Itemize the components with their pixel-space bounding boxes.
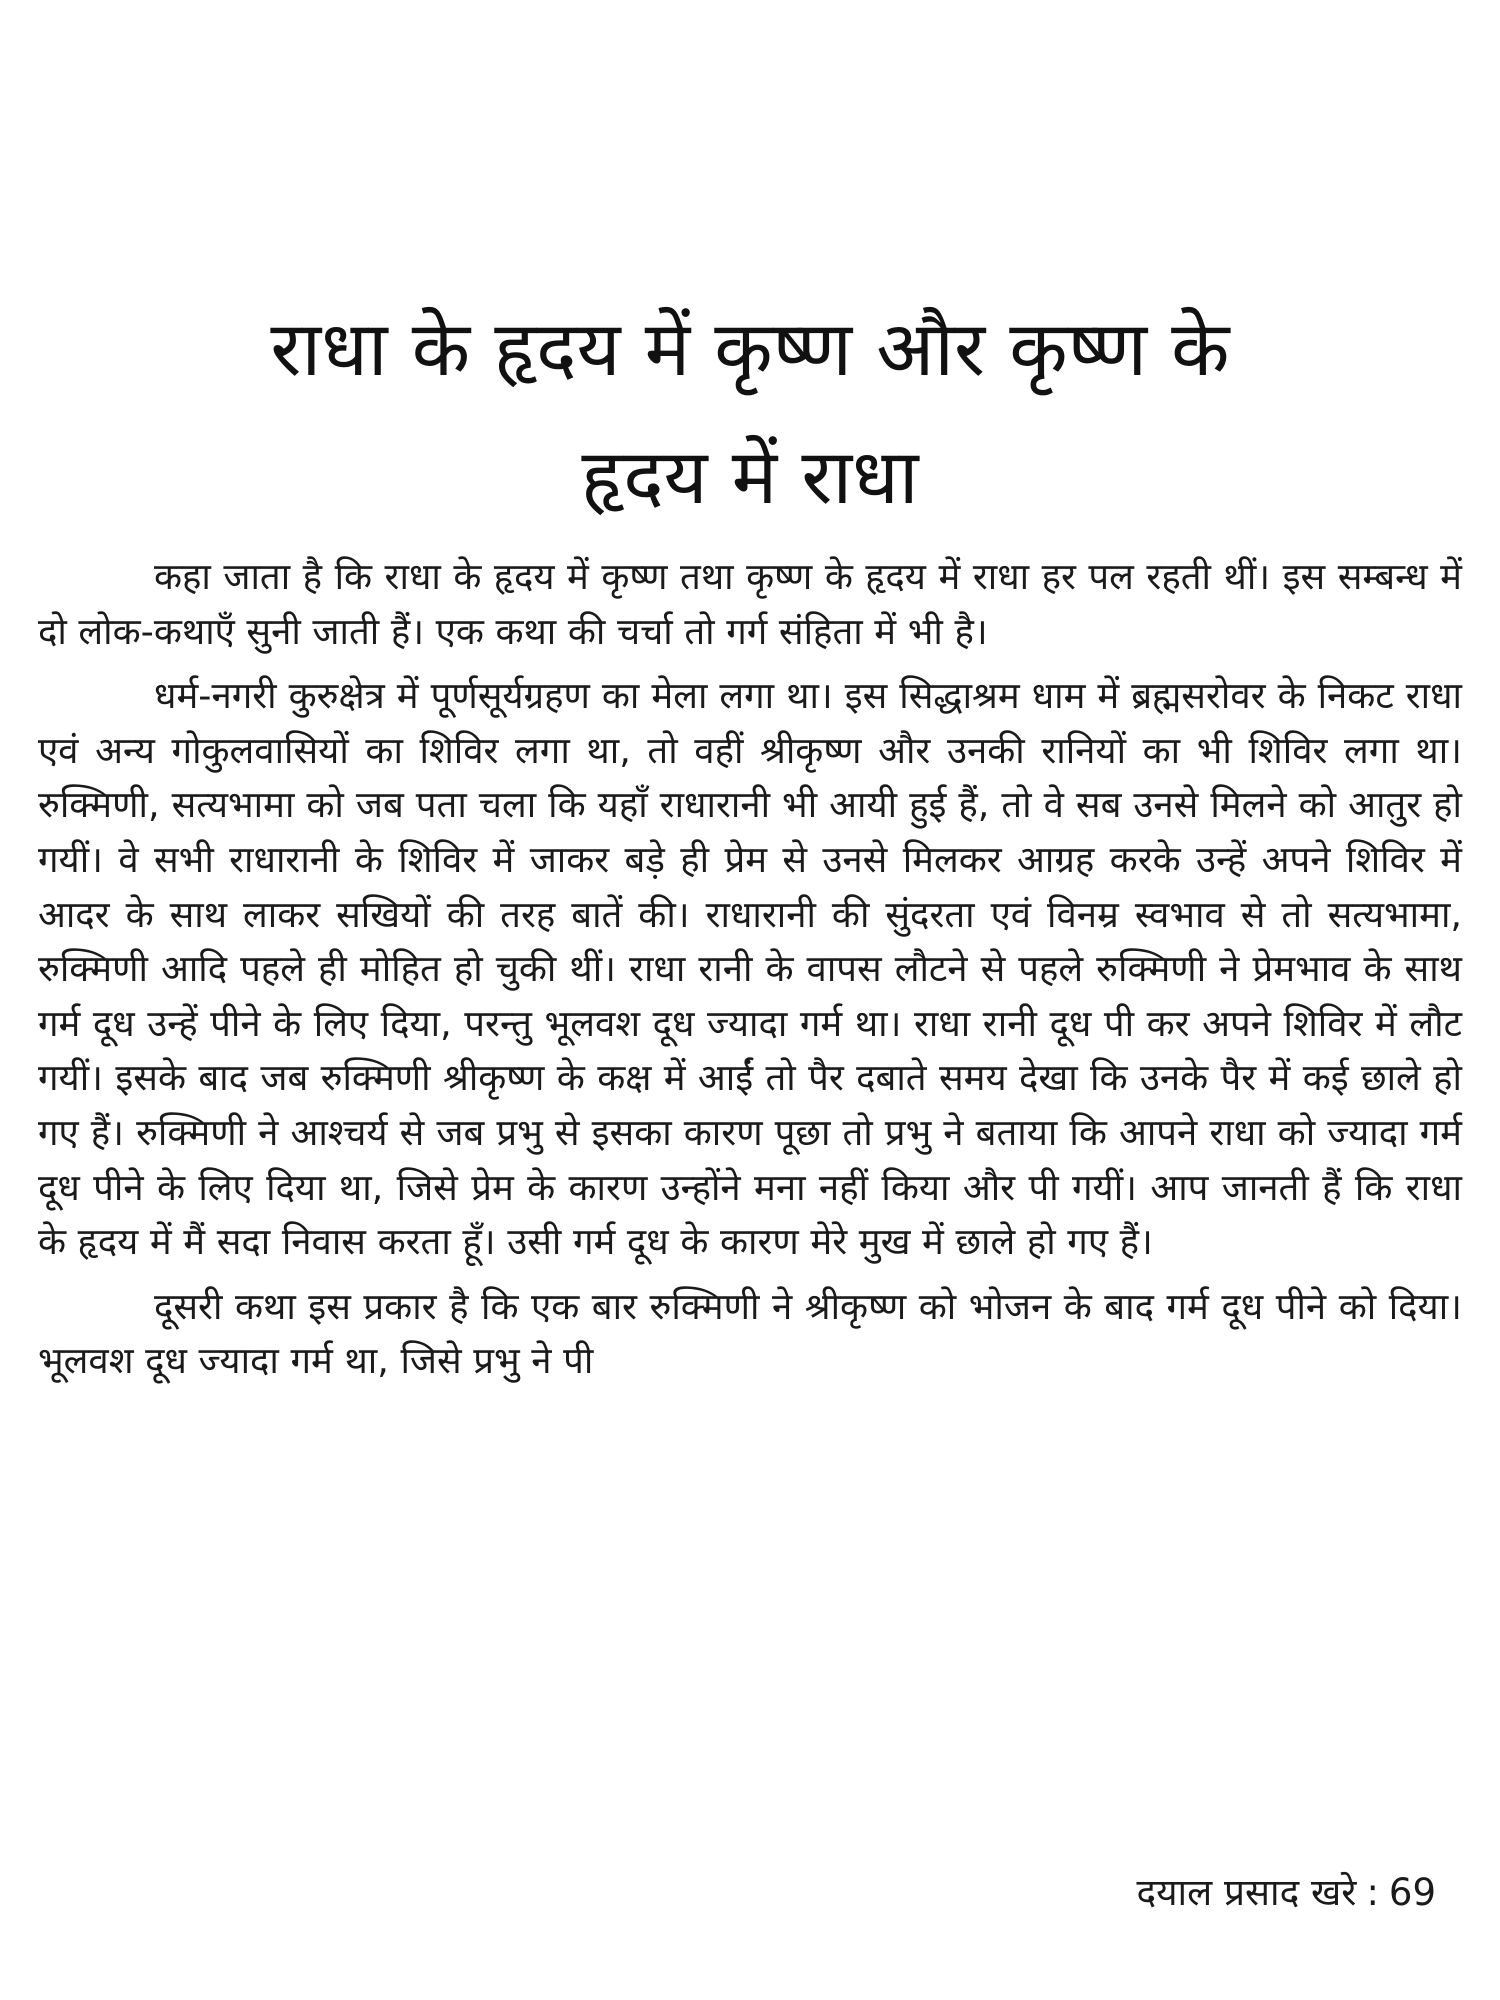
paragraph-1: कहा जाता है कि राधा के हृदय में कृष्ण तथा कृष्ण के हृदय में राधा हर पल रहती थीं। इस सम्बन्ध में दो लोक-कथाएँ सुनी जाती हैं। एक कथा की चर्चा तो गर्ग संहिता में भी है। (38, 555, 1462, 653)
body-text (38, 550, 1462, 1389)
paragraph-2: धर्म-नगरी कुरुक्षेत्र में पूर्णसूर्यग्रहण का मेला लगा था। इस सिद्धाश्रम धाम में ब्रह्मसरोवर के निकट राधा एवं अन्य गोकुलवासियों का शिविर लगा था, तो वहीं श्रीकृष्ण और उनकी रानियों का भी शिविर लगा था। रुक्मिणी, सत्यभामा को जब पता चला कि यहाँ राधारानी भी आयी हुई हैं, तो वे सब उनसे मिलने को आतुर हो गयीं। वे सभी राधारानी के शिविर में जाकर बड़े ही प्रेम से उनसे मिलकर आग्रह करके उन्हें अपने शिविर में आदर के साथ लाकर सखियों की तरह बातें की। राधारानी की सुंदरता एवं विनम्र स्वभाव से तो सत्यभामा, रुक्मिणी आदि पहले ही मोहित हो चुकी थीं। राधा रानी के वापस लौटने से पहले रुक्मिणी ने प्रेमभाव के साथ गर्म दूध उन्हें पीने के लिए दिया, परन्तु भूलवश दूध ज्यादा गर्म था। राधा रानी दूध पी कर अपने शिविर में लौट गयीं। इसके बाद जब रुक्मिणी श्रीकृष्ण के कक्ष में आईं तो पैर दबाते समय देखा कि उनके पैर में कई छाले हो गए हैं। रुक्मिणी ने आश्चर्य से जब प्रभु से इसका कारण पूछा तो प्रभु ने बताया कि आपने राधा को ज्यादा गर्म दूध पीने के लिए दिया था, जिसे प्रेम के कारण उन्होंने मना नहीं किया और पी गयीं। आप जानती हैं कि राधा के हृदय में मैं सदा निवास करता हूँ। उसी गर्म दूध के कारण मेरे मुख में छाले हो गए हैं। (38, 674, 1462, 1264)
footer-author: दयाल प्रसाद खरे (1136, 1871, 1357, 1914)
chapter-title-line-1: राधा के हृदय में कृष्ण और कृष्ण के (270, 304, 1230, 393)
chapter-title-line-2: हृदय में राधा (581, 432, 919, 521)
page-number: 69 (1388, 1871, 1436, 1914)
paragraph-3: दूसरी कथा इस प्रकार है कि एक बार रुक्मिणी ने श्रीकृष्ण को भोजन के बाद गर्म दूध पीने को दिया। भूलवश दूध ज्यादा गर्म था, जिसे प्रभु ने पी (38, 1284, 1462, 1383)
page-footer (1136, 1868, 1436, 1918)
footer-separator: : (1366, 1871, 1379, 1914)
chapter-title (60, 285, 1440, 541)
